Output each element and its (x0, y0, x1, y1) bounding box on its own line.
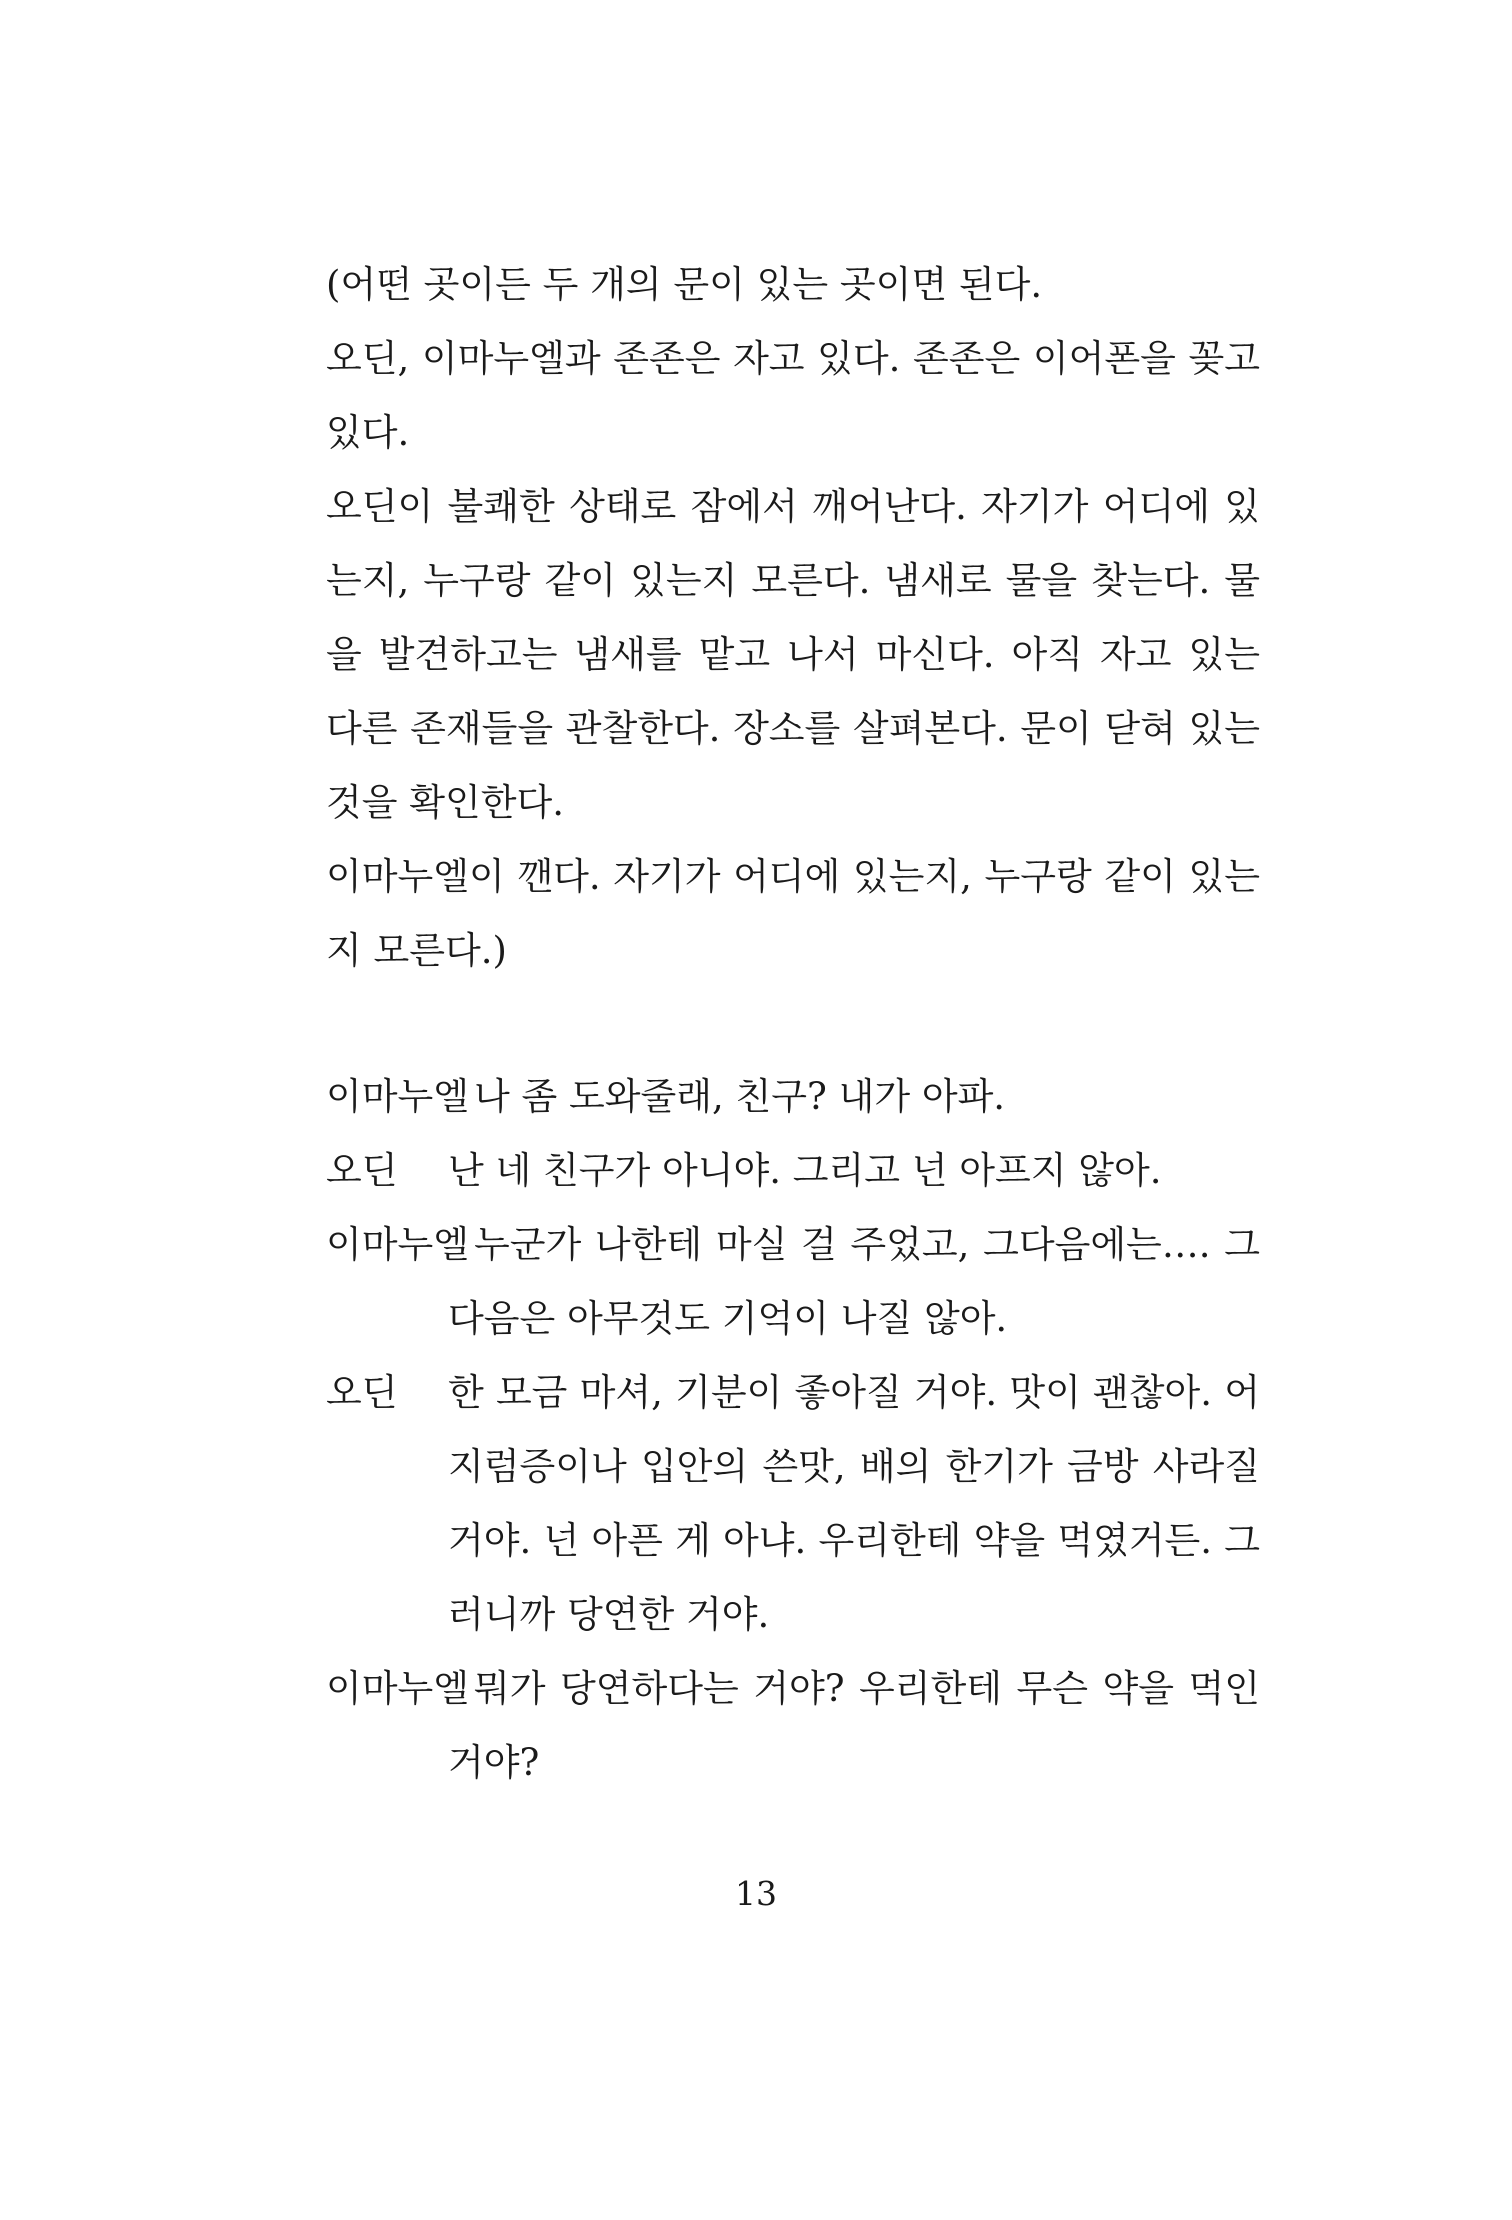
dialogue-text: 누군가 나한테 마실 걸 주었고, 그다음에는…. 그다음은 아무것도 기억이 나질 않아. (448, 1223, 1260, 1340)
speaker-name: 이마누엘 (326, 1667, 469, 1710)
stage-direction-paragraph: (어떤 곳이든 두 개의 문이 있는 곳이면 된다. (326, 263, 1043, 306)
dialogue-line (326, 1134, 1260, 1208)
speaker-name: 오딘 (326, 1149, 398, 1192)
dialogue-text: 뭐가 당연하다는 거야? 우리한테 무슨 약을 먹인 거야? (448, 1667, 1260, 1784)
speaker-name: 이마누엘 (326, 1223, 469, 1266)
dialogue-block (326, 1060, 1260, 1800)
page-number: 13 (735, 1874, 777, 1913)
dialogue-line (326, 1208, 1260, 1356)
dialogue-text: 한 모금 마셔, 기분이 좋아질 거야. 맛이 괜찮아. 어지럼증이나 입안의 쓴맛, 배의 한기가 금방 사라질 거야. 넌 아픈 게 아냐. 우리한테 약을 먹였거든. 그러니까 당연한 거야. (448, 1371, 1260, 1636)
stage-directions (326, 248, 1260, 988)
dialogue-line (326, 1356, 1260, 1652)
dialogue-line (326, 1652, 1260, 1800)
stage-direction-paragraph: 오딘, 이마누엘과 존존은 자고 있다. 존존은 이어폰을 꽂고 있다. (326, 337, 1260, 454)
speaker-name: 이마누엘 (326, 1075, 469, 1118)
speaker-name: 오딘 (326, 1371, 398, 1414)
stage-direction-paragraph: 오딘이 불쾌한 상태로 잠에서 깨어난다. 자기가 어디에 있는지, 누구랑 같이 있는지 모른다. 냄새로 물을 찾는다. 물을 발견하고는 냄새를 맡고 나서 마신다. 아직 자고 있는 다른 존재들을 관찰한다. 장소를 살펴본다. 문이 닫혀 있는 것을 확인한다. (326, 485, 1260, 824)
dialogue-text: 나 좀 도와줄래, 친구? 내가 아파. (474, 1075, 1006, 1118)
stage-direction-paragraph: 이마누엘이 깬다. 자기가 어디에 있는지, 누구랑 같이 있는지 모른다.) (326, 855, 1260, 972)
dialogue-text: 난 네 친구가 아니야. 그리고 넌 아프지 않아. (448, 1149, 1162, 1192)
dialogue-line (326, 1060, 1260, 1134)
